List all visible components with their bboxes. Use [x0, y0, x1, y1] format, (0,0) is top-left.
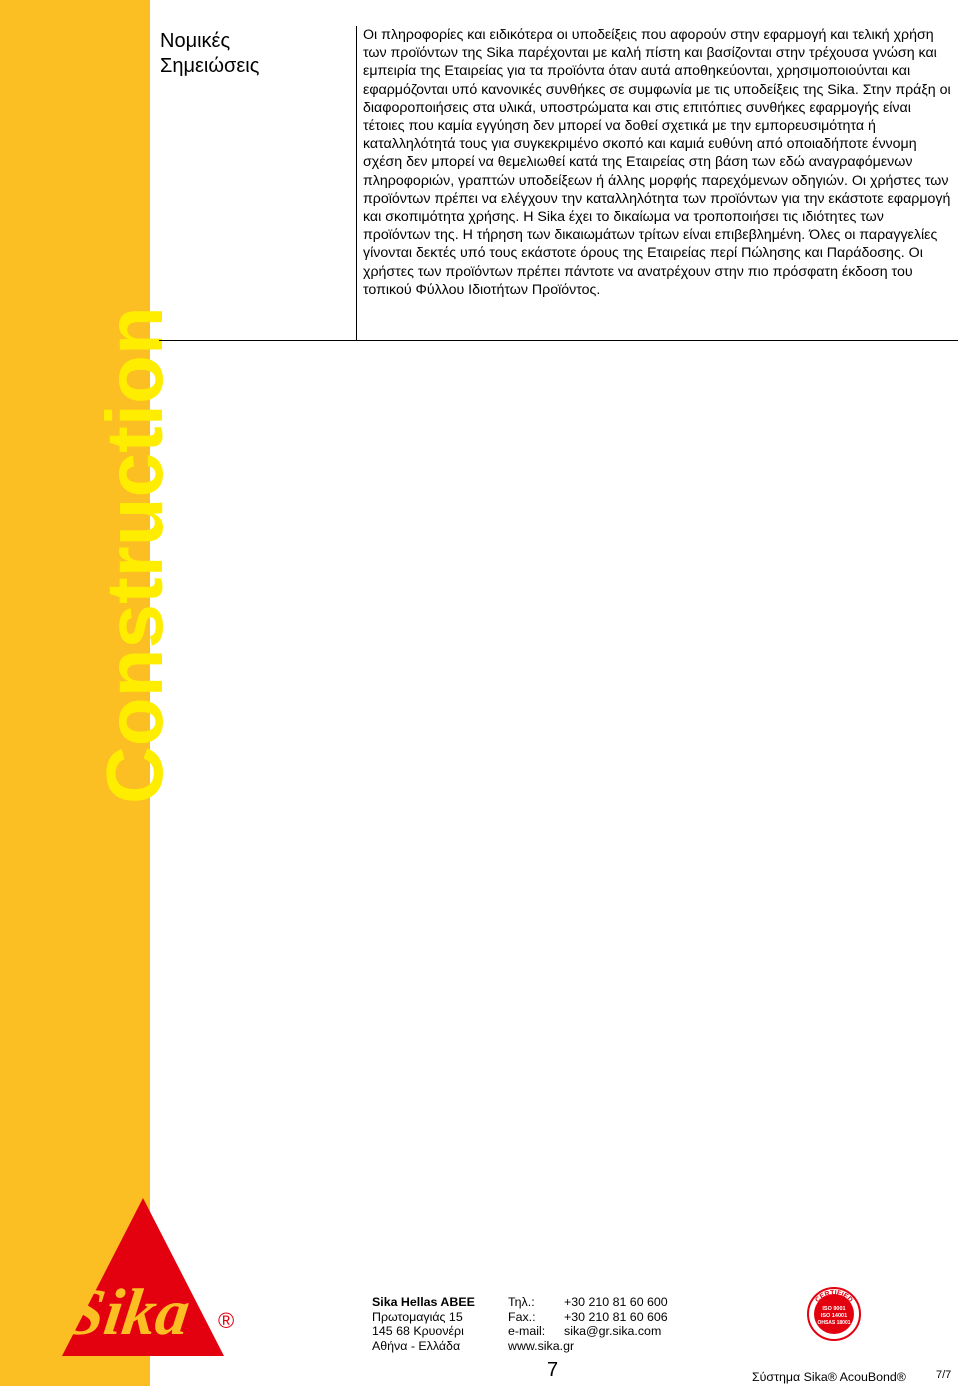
contact-details	[508, 1295, 668, 1353]
address-line: 145 68 Κρυονέρι	[372, 1324, 464, 1338]
cert-line: ISO 9001	[822, 1306, 846, 1312]
sika-logo	[62, 1196, 242, 1358]
contact-value: +30 210 81 60 606	[564, 1309, 668, 1324]
email-link[interactable]: sika@gr.sika.com	[564, 1324, 662, 1338]
document-name: Σύστημα Sika® AcouBond®	[752, 1370, 906, 1384]
cert-top-text: CERTIFIED	[814, 1289, 854, 1305]
website-link[interactable]: www.sika.gr	[508, 1338, 575, 1353]
address-line: Αθήνα - Ελλάδα	[372, 1338, 461, 1353]
contact-label: Fax.:	[508, 1309, 536, 1324]
contact-row-fax	[508, 1310, 668, 1325]
yellow-sidebar	[0, 0, 179, 1386]
sika-logo-wordmark: Sika	[62, 1276, 195, 1349]
cert-line: OHSAS 18001	[817, 1320, 851, 1326]
section-title-line2: Σημειώσεις	[160, 55, 260, 77]
company-name: Sika Hellas ABEE	[372, 1295, 475, 1309]
section-title-line1: Νομικές	[160, 30, 231, 52]
address-line: Πρωτομαγιάς 15	[372, 1309, 463, 1324]
registered-mark: ®	[218, 1308, 235, 1333]
company-address	[372, 1295, 475, 1353]
page-count: 7/7	[936, 1369, 952, 1381]
section-bottom-rule	[159, 340, 958, 341]
cert-line: ISO 14001	[820, 1313, 848, 1319]
certification-seal-icon	[806, 1286, 862, 1342]
legal-notes-text: Οι πληροφορίες και ειδικότερα οι υποδείξεις που αφορούν στην εφαρμογή και τελική χρήση των προϊόντων της Sika παρέχονται με καλή πίστη και βασίζονται στην τρέχουσα γνώση και εμπειρία της Εταιρείας για τα προϊόντα όταν αυτά αποθηκεύονται, χρησιμοποιούνται και εφαρμόζονται υπό κανονικές συνθήκες σε συμφωνία με τις υποδείξεις της Sika. Στην πράξη οι διαφοροποιήσεις στα υλικά, υποστρώματα και στις επιτόπιες συνθήκες εφαρμογής είναι τέτοιες που καμία εγγύηση δεν μπορεί να δοθεί σχετικά με την εμπορευσιμότητα ή καταλληλότητά τους για συγκεκριμένο σκοπό και καμιά ευθύνη από οποιαδήποτε έννομη σχέση δεν μπορεί να θεμελιωθεί κατά της Εταιρείας στη βάση των εδώ αναγραφόμενων πληροφοριών, γραπτών υποδείξεων ή άλλης μορφής παρεχόμενων οδηγιών. Οι χρήστες των προϊόντων πρέπει να ελέγχουν την καταλληλότητα των προϊόντων για την εκάστοτε εφαρμογή και σκοπιμότητα χρήσης. Η Sika έχει το δικαίωμα να τροποποιήσει τις ιδιότητες των προϊόντων της. Η τήρηση των δικαιωμάτων τρίτων είναι επιβεβλημένη. Όλες οι παραγγελίες γίνονται δεκτές υπό τους εκάστοτε όρους της Εταιρείας περί Πώλησης και Παράδοσης. Οι χρήστες των προϊόντων πρέπει πάντοτε να ανατρέχουν στην πιο πρόσφατη έκδοση του τοπικού Φύλλου Ιδιοτήτων Προϊόντος.	[363, 27, 951, 298]
contact-row-website	[508, 1339, 668, 1354]
contact-value: +30 210 81 60 600	[564, 1295, 668, 1309]
contact-label: e-mail:	[508, 1324, 546, 1338]
section-title	[160, 29, 350, 79]
contact-row-email	[508, 1324, 668, 1339]
column-divider	[356, 26, 357, 340]
contact-label: Τηλ.:	[508, 1295, 535, 1309]
construction-vertical-text: Construction	[90, 306, 179, 804]
page-number: 7	[547, 1359, 559, 1381]
contact-row-phone	[508, 1295, 668, 1310]
